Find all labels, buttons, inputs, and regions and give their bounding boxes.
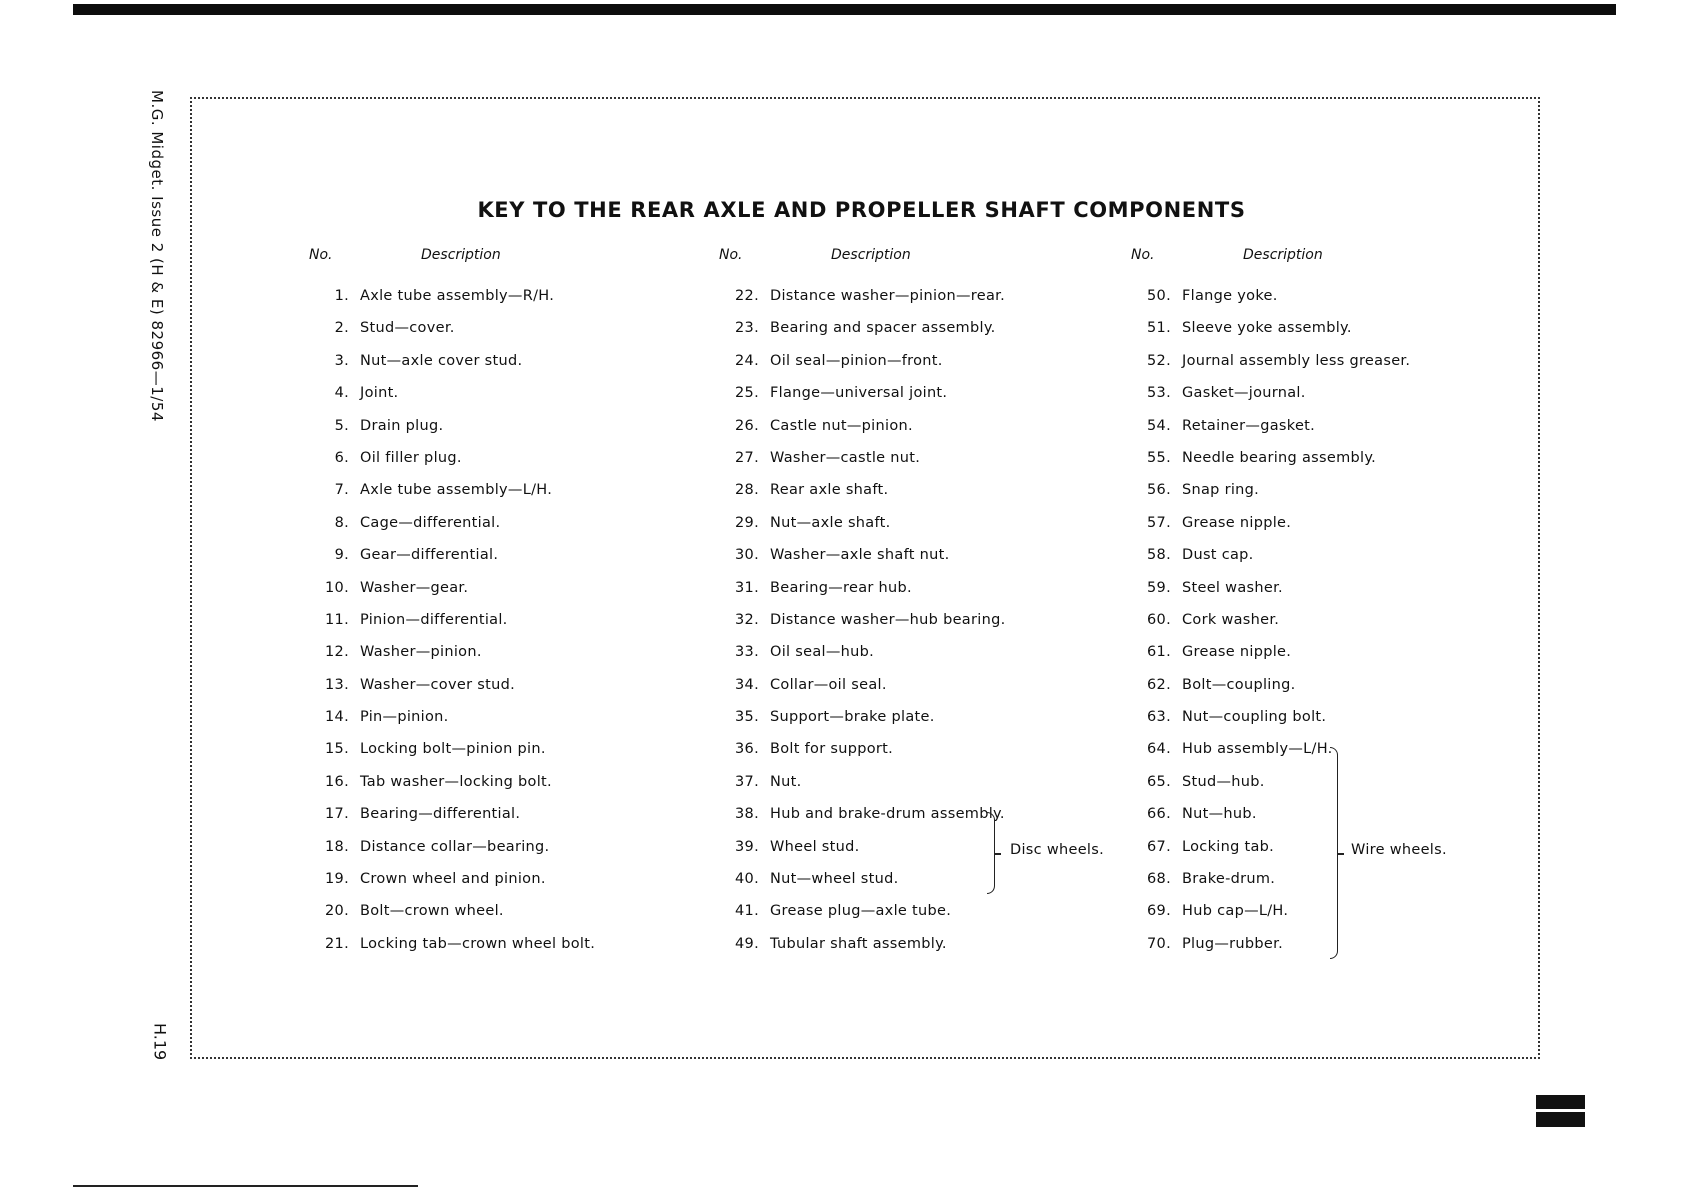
item-number: 26. [735,417,759,434]
item-description: Plug—rubber. [1182,935,1283,952]
item-description: Axle tube assembly—R/H. [360,288,555,304]
item-description: Hub assembly—L/H. [1182,741,1333,758]
item-number: 54. [1147,417,1171,434]
key-rows [719,288,1139,968]
item-number: 22. [735,288,759,304]
key-row [1131,320,1551,352]
key-row [309,515,729,547]
item-description: Nut—axle cover stud. [360,352,523,369]
item-description: Bearing—differential. [360,806,521,823]
item-number: 6. [334,449,349,466]
key-row [1131,741,1551,773]
item-description: Gear—differential. [360,547,499,564]
key-row [309,936,729,968]
item-description: Grease nipple. [1182,514,1292,531]
item-number: 60. [1147,611,1171,628]
column-header [719,247,1119,277]
key-row [1131,580,1551,612]
section-tab-mark [1536,1095,1585,1127]
item-number: 30. [735,547,759,564]
item-number: 57. [1147,514,1171,531]
item-number: 58. [1147,547,1171,564]
item-number: 29. [735,514,759,531]
item-number: 63. [1147,709,1171,726]
item-number: 23. [735,320,759,337]
key-row [719,871,1139,903]
item-number: 25. [735,385,759,402]
disc-wheels-label: Disc wheels. [1010,842,1105,858]
key-row [309,482,729,514]
item-number: 33. [735,644,759,661]
key-rows [1131,288,1551,968]
item-number: 5. [334,417,349,434]
item-description: Support—brake plate. [770,709,935,726]
item-number: 10. [325,579,349,596]
key-row [719,418,1139,450]
item-number: 70. [1147,935,1171,952]
page-title: KEY TO THE REAR AXLE AND PROPELLER SHAFT COMPONENTS [477,198,1246,222]
key-row [719,353,1139,385]
item-number: 28. [735,482,759,499]
item-description: Oil filler plug. [360,449,462,466]
item-number: 65. [1147,773,1171,790]
item-number: 41. [735,903,759,920]
item-number: 20. [325,903,349,920]
header-description: Description [831,247,911,263]
key-row [309,741,729,773]
item-number: 4. [334,385,349,402]
wire-wheels-label: Wire wheels. [1351,842,1447,858]
key-row [309,288,729,320]
wire-wheels-bracket [1330,747,1338,959]
key-row [309,418,729,450]
item-description: Dust cap. [1182,547,1254,564]
key-row [309,547,729,579]
item-description: Brake-drum. [1182,871,1276,888]
key-row [719,612,1139,644]
item-number: 9. [334,547,349,564]
key-row [719,547,1139,579]
item-description: Castle nut—pinion. [770,417,913,434]
item-number: 40. [735,871,759,888]
item-description: Nut—wheel stud. [770,871,899,888]
item-number: 61. [1147,644,1171,661]
key-row [309,806,729,838]
item-description: Grease nipple. [1182,644,1292,661]
key-row [719,903,1139,935]
header-no: No. [309,247,333,263]
key-row [1131,612,1551,644]
disc-wheels-bracket [987,812,995,894]
key-row [719,385,1139,417]
key-row [309,612,729,644]
key-row [309,580,729,612]
key-row [1131,677,1551,709]
item-description: Washer—cover stud. [360,676,515,693]
item-description: Bearing—rear hub. [770,579,912,596]
key-row [1131,385,1551,417]
key-row [309,385,729,417]
item-description: Distance collar—bearing. [360,838,550,855]
item-number: 66. [1147,806,1171,823]
item-description: Needle bearing assembly. [1182,449,1377,466]
item-description: Hub and brake-drum assembly. [770,806,1005,823]
key-row [719,774,1139,806]
item-number: 68. [1147,871,1171,888]
key-row [1131,709,1551,741]
key-row [1131,806,1551,838]
item-description: Axle tube assembly—L/H. [360,482,553,499]
item-number: 3. [334,352,349,369]
item-number: 37. [735,773,759,790]
item-number: 34. [735,676,759,693]
item-description: Pinion—differential. [360,611,508,628]
item-description: Retainer—gasket. [1182,417,1316,434]
key-row [309,320,729,352]
item-number: 64. [1147,741,1171,758]
item-description: Flange yoke. [1182,288,1278,304]
key-row [719,677,1139,709]
key-row [1131,353,1551,385]
item-number: 7. [334,482,349,499]
item-description: Collar—oil seal. [770,676,887,693]
item-description: Washer—gear. [360,579,469,596]
item-description: Nut—coupling bolt. [1182,709,1327,726]
item-number: 19. [325,871,349,888]
item-description: Grease plug—axle tube. [770,903,952,920]
key-row [309,839,729,871]
item-number: 13. [325,676,349,693]
item-description: Flange—universal joint. [770,385,948,402]
item-description: Cork washer. [1182,611,1280,628]
key-row [719,806,1139,838]
item-description: Stud—cover. [360,320,455,337]
header-no: No. [719,247,743,263]
item-number: 8. [334,514,349,531]
item-number: 49. [735,935,759,952]
key-row [1131,418,1551,450]
key-column-1 [309,247,709,952]
item-description: Joint. [360,385,399,402]
item-number: 31. [735,579,759,596]
column-header [1131,247,1531,277]
key-row [1131,774,1551,806]
item-description: Nut—hub. [1182,806,1257,823]
item-number: 12. [325,644,349,661]
item-number: 16. [325,773,349,790]
item-number: 35. [735,709,759,726]
item-description: Sleeve yoke assembly. [1182,320,1352,337]
header-description: Description [1243,247,1323,263]
page-number: H.19 [150,1023,170,1061]
item-description: Locking tab. [1182,838,1275,855]
item-description: Snap ring. [1182,482,1260,499]
item-number: 21. [325,935,349,952]
item-description: Locking bolt—pinion pin. [360,741,546,758]
key-row [1131,936,1551,968]
key-row [309,677,729,709]
item-number: 62. [1147,676,1171,693]
item-description: Bolt—crown wheel. [360,903,504,920]
key-row [719,741,1139,773]
key-row [719,450,1139,482]
key-row [719,709,1139,741]
item-number: 32. [735,611,759,628]
item-number: 38. [735,806,759,823]
key-row [719,320,1139,352]
item-description: Distance washer—pinion—rear. [770,288,1005,304]
key-row [1131,515,1551,547]
item-number: 50. [1147,288,1171,304]
item-description: Gasket—journal. [1182,385,1306,402]
key-row [309,353,729,385]
item-number: 52. [1147,352,1171,369]
key-row [1131,288,1551,320]
column-header [309,247,709,277]
item-description: Washer—pinion. [360,644,482,661]
key-rows [309,288,729,968]
item-description: Journal assembly less greaser. [1182,352,1411,369]
key-row [719,580,1139,612]
item-description: Washer—castle nut. [770,449,921,466]
key-row [719,936,1139,968]
key-row [1131,903,1551,935]
item-number: 56. [1147,482,1171,499]
item-description: Crown wheel and pinion. [360,871,546,888]
item-description: Rear axle shaft. [770,482,889,499]
key-row [1131,839,1551,871]
item-description: Distance washer—hub bearing. [770,611,1006,628]
key-row [1131,482,1551,514]
key-row [1131,871,1551,903]
item-description: Nut—axle shaft. [770,514,891,531]
key-row [309,450,729,482]
item-description: Bolt—coupling. [1182,676,1296,693]
item-description: Steel washer. [1182,579,1283,596]
item-number: 2. [334,320,349,337]
item-description: Stud—hub. [1182,773,1265,790]
item-number: 39. [735,838,759,855]
item-description: Oil seal—pinion—front. [770,352,943,369]
key-row [309,903,729,935]
item-number: 11. [325,611,349,628]
item-number: 24. [735,352,759,369]
item-description: Drain plug. [360,417,444,434]
item-number: 67. [1147,838,1171,855]
key-row [719,482,1139,514]
key-row [1131,450,1551,482]
item-description: Bolt for support. [770,741,894,758]
item-number: 51. [1147,320,1171,337]
item-description: Tab washer—locking bolt. [360,773,552,790]
item-number: 53. [1147,385,1171,402]
item-description: Tubular shaft assembly. [770,935,947,952]
item-number: 55. [1147,449,1171,466]
item-description: Wheel stud. [770,838,860,855]
item-number: 27. [735,449,759,466]
bottom-rule [73,1185,418,1187]
item-number: 59. [1147,579,1171,596]
key-row [1131,644,1551,676]
item-description: Cage—differential. [360,514,501,531]
item-description: Pin—pinion. [360,709,449,726]
item-number: 1. [334,288,349,304]
key-row [309,709,729,741]
side-issue-text: M.G. Midget. Issue 2 (H & E) 82966—1/54 [148,90,166,422]
item-number: 17. [325,806,349,823]
item-description: Locking tab—crown wheel bolt. [360,935,596,952]
item-description: Washer—axle shaft nut. [770,547,950,564]
item-description: Hub cap—L/H. [1182,903,1289,920]
key-row [309,644,729,676]
key-row [309,871,729,903]
item-number: 15. [325,741,349,758]
top-rule [73,4,1616,15]
item-number: 69. [1147,903,1171,920]
key-row [309,774,729,806]
item-description: Oil seal—hub. [770,644,875,661]
key-row [719,644,1139,676]
item-description: Nut. [770,773,802,790]
key-row [1131,547,1551,579]
header-no: No. [1131,247,1155,263]
key-row [719,515,1139,547]
header-description: Description [421,247,501,263]
item-number: 18. [325,838,349,855]
item-description: Bearing and spacer assembly. [770,320,996,337]
key-row [719,288,1139,320]
item-number: 14. [325,709,349,726]
item-number: 36. [735,741,759,758]
